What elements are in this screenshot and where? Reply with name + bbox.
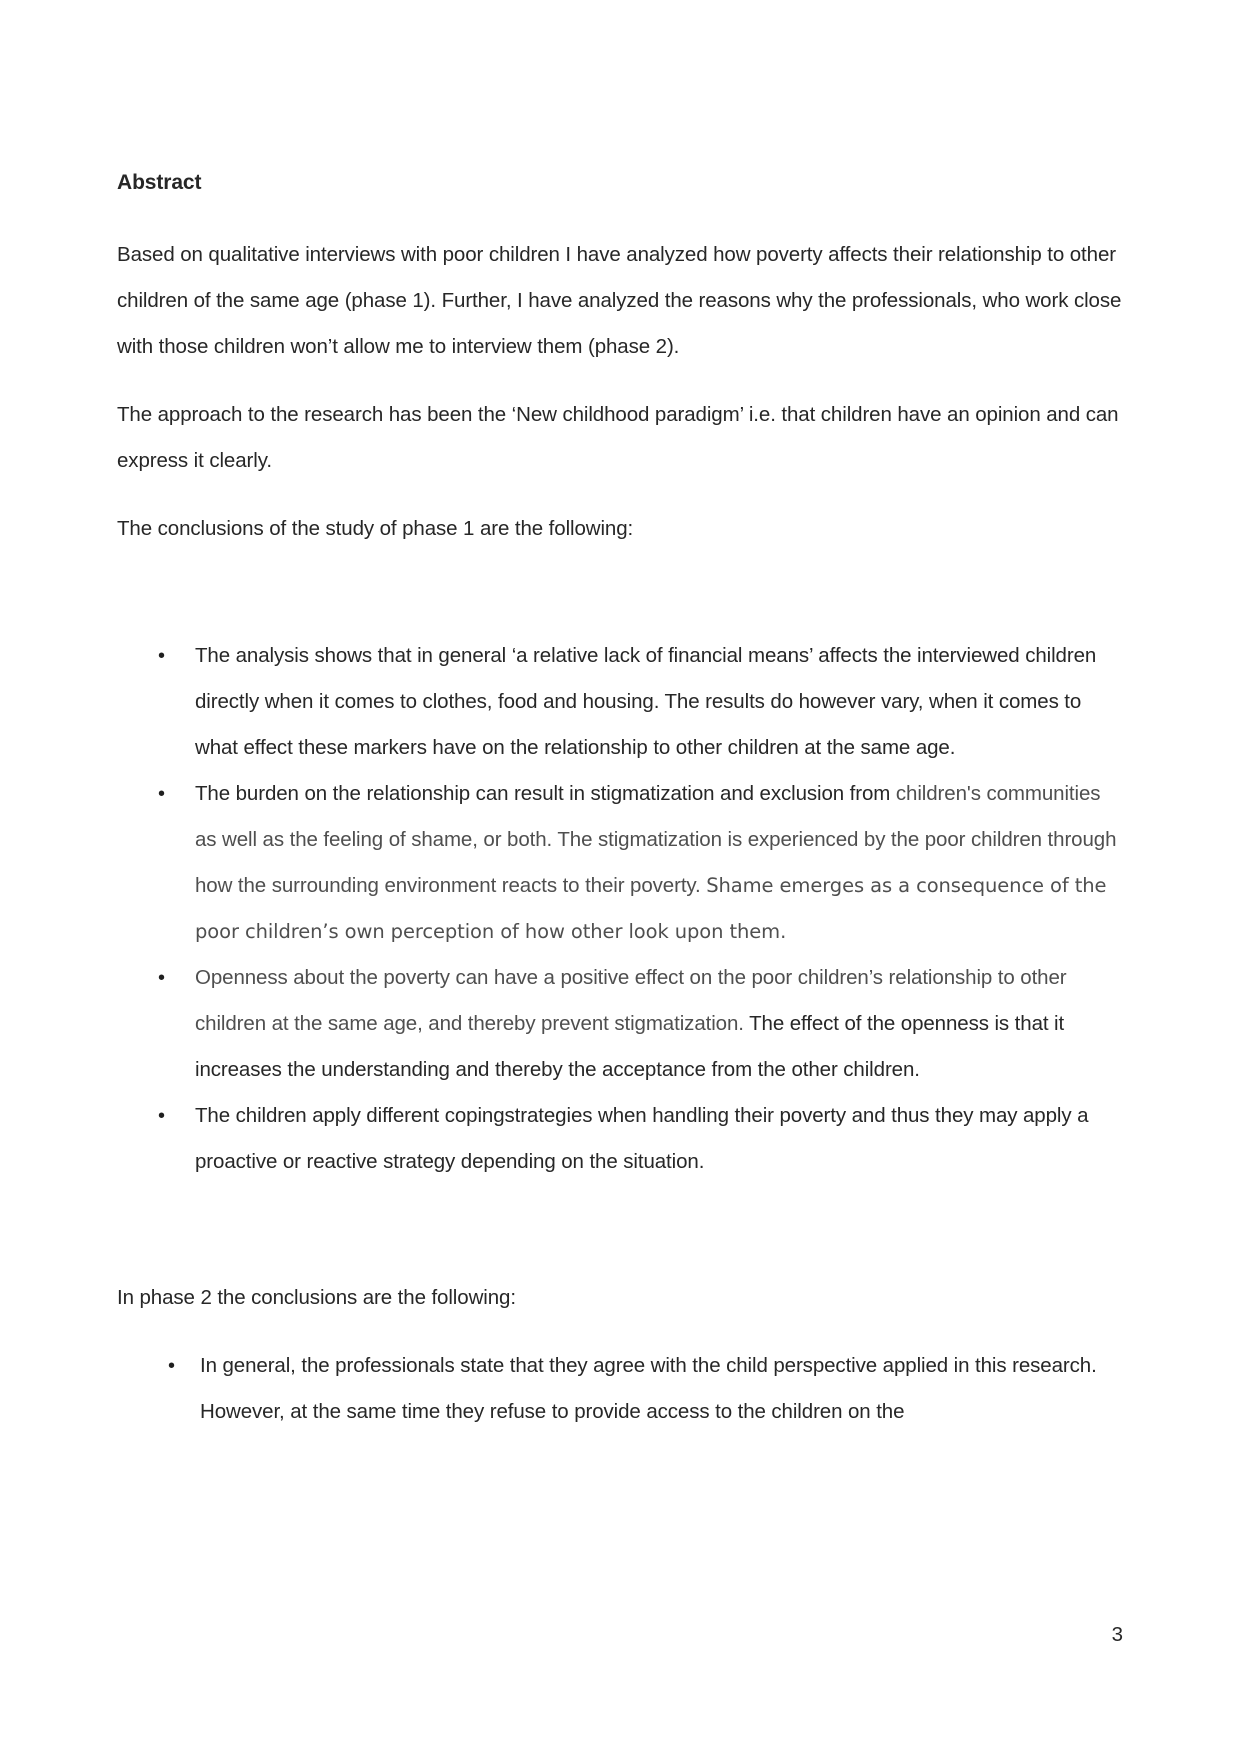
phase1-bullet-list	[117, 633, 1125, 1185]
bullet-text: The burden on the relationship can result in stigmatization and exclusion from	[195, 782, 896, 805]
bullet-icon: •	[158, 783, 165, 805]
bullet-text: The analysis shows that in general ‘a relative lack of financial means’ affects the interviewed children directly when it comes to clothes, food and housing. The results do however vary, when it comes to what effect these markers have on the relationship to other children at the same age.	[195, 644, 1097, 759]
bullet-icon: •	[158, 1105, 165, 1127]
bullet-text: The effect of the openness is that it increases the understanding and thereby the acceptance from the other children.	[195, 1012, 1065, 1081]
phase2-bullet-list	[117, 1343, 1125, 1435]
bullet-item	[117, 633, 1125, 771]
page-content	[117, 0, 1125, 1435]
bullet-item	[117, 955, 1125, 1093]
paragraph-approach: The approach to the research has been the ‘New childhood paradigm’ i.e. that children have an opinion and can express it clearly.	[117, 403, 1119, 472]
section-heading: Abstract	[117, 171, 202, 194]
bullet-text: In general, the professionals state that they agree with the child perspective applied in this research. However, at the same time they refuse to provide access to the children on the	[200, 1354, 1097, 1423]
bullet-item	[117, 1343, 1125, 1435]
page-number: 3	[1111, 1623, 1123, 1646]
paragraph-phase2-lead: In phase 2 the conclusions are the following:	[117, 1286, 516, 1309]
bullet-text: Shame emerges as a consequence of the poor children’s own perception of how other look upon them.	[195, 874, 1107, 943]
bullet-icon: •	[158, 645, 165, 667]
bullet-item	[117, 1093, 1125, 1185]
bullet-text: Openness about the poverty can have a positive effect on the poor children’s relationship to other children at the same age, and thereby prevent stigmatization.	[195, 966, 1067, 1035]
bullet-text: The children apply different copingstrategies when handling their poverty and thus they may apply a proactive or reactive strategy depending on the situation.	[195, 1104, 1089, 1173]
bullet-icon: •	[158, 967, 165, 989]
paragraph-phase1-lead: The conclusions of the study of phase 1 are the following:	[117, 517, 634, 540]
paragraph-intro: Based on qualitative interviews with poor children I have analyzed how poverty affects their relationship to other children of the same age (phase 1). Further, I have analyzed the reasons why the professionals, who work close with those children won’t allow me to interview them (phase 2).	[117, 243, 1122, 358]
bullet-item	[117, 771, 1125, 955]
bullet-text: children's communities as well as the feeling of shame, or both. The stigmatization is experienced by the poor children through how the surrounding environment reacts to their poverty.	[195, 782, 1117, 897]
bullet-icon: •	[168, 1355, 175, 1377]
